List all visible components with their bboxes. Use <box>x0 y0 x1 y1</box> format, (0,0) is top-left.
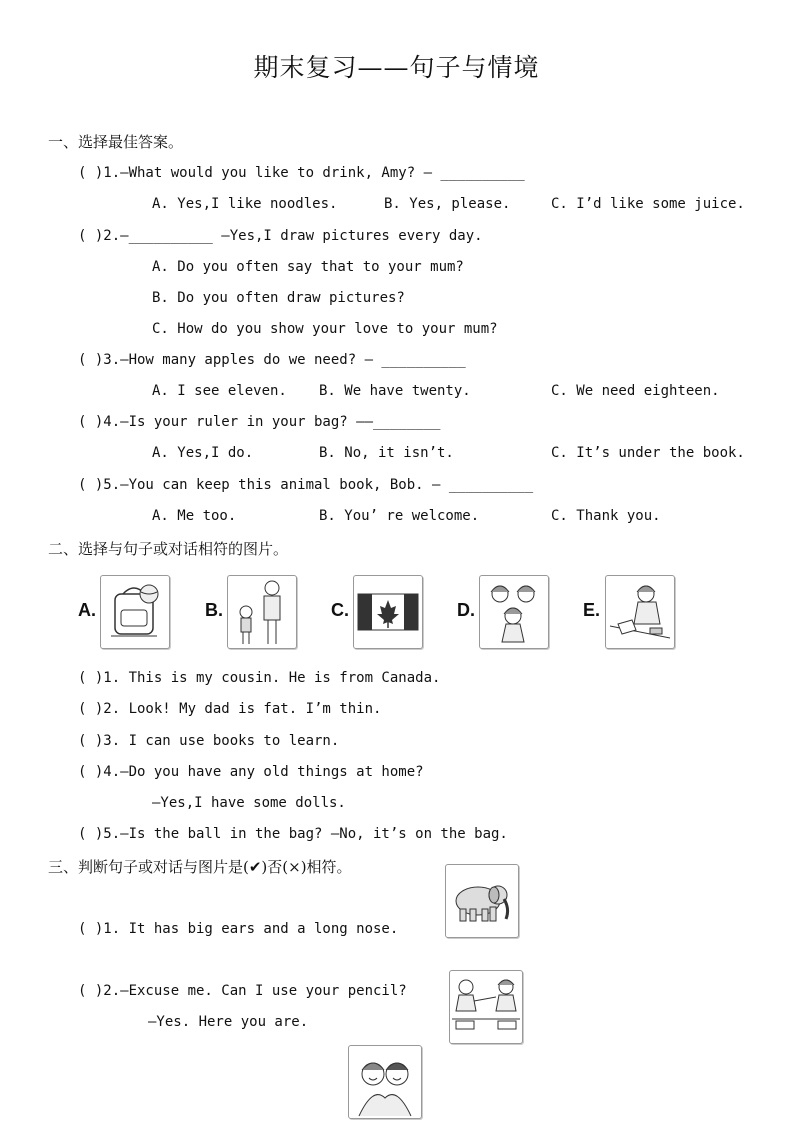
q1-option-c[interactable]: C. I’d like some juice. <box>551 196 745 212</box>
section3-item-2: ( )2.—Excuse me. Can I use your pencil? <box>78 983 407 999</box>
q2-option-b[interactable]: B. Do you often draw pictures? <box>152 290 405 306</box>
two-kids-desk-icon <box>449 970 523 1044</box>
three-girls-icon <box>479 575 549 649</box>
q5-option-a[interactable]: A. Me too. <box>152 508 237 524</box>
picture-label-d: D. <box>457 600 475 620</box>
picture-label-a: A. <box>78 600 96 620</box>
q2-option-c[interactable]: C. How do you show your love to your mum? <box>152 321 498 337</box>
section1-heading: 一、选择最佳答案。 <box>48 133 184 151</box>
q1-option-a[interactable]: A. Yes,I like noodles. <box>152 196 338 212</box>
q3-stem: ( )3.—How many apples do we need? — __________ <box>78 352 466 368</box>
q4-stem: ( )4.—Is your ruler in your bag? ——________ <box>78 414 441 430</box>
section2-item-2: ( )2. Look! My dad is fat. I’m thin. <box>78 701 382 717</box>
section2-item-5: ( )5.—Is the ball in the bag? —No, it’s on the bag. <box>78 826 508 842</box>
two-boys-icon <box>227 575 297 649</box>
section2-item-4-reply: —Yes,I have some dolls. <box>152 795 346 811</box>
q4-option-b[interactable]: B. No, it isn’t. <box>319 445 454 461</box>
q4-option-a[interactable]: A. Yes,I do. <box>152 445 254 461</box>
girl-reading-icon <box>605 575 675 649</box>
q1-option-b[interactable]: B. Yes, please. <box>384 196 511 212</box>
school-bag-icon <box>100 575 170 649</box>
q2-option-a[interactable]: A. Do you often say that to your mum? <box>152 259 464 275</box>
elephant-icon <box>445 864 519 938</box>
section2-item-4: ( )4.—Do you have any old things at home? <box>78 764 424 780</box>
q3-option-c[interactable]: C. We need eighteen. <box>551 383 720 399</box>
section3-item-2-reply: —Yes. Here you are. <box>148 1014 309 1030</box>
two-friends-icon <box>348 1045 422 1119</box>
section3-heading: 三、判断句子或对话与图片是(✔)否(×)相符。 <box>48 858 352 876</box>
q2-stem: ( )2.—__________ —Yes,I draw pictures every day. <box>78 228 483 244</box>
canada-flag-icon <box>353 575 423 649</box>
picture-label-c: C. <box>331 600 349 620</box>
q5-stem: ( )5.—You can keep this animal book, Bob. — __________ <box>78 477 534 493</box>
q3-option-b[interactable]: B. We have twenty. <box>319 383 471 399</box>
section2-item-1: ( )1. This is my cousin. He is from Canada. <box>78 670 441 686</box>
picture-label-b: B. <box>205 600 223 620</box>
q1-stem: ( )1.—What would you like to drink, Amy? — __________ <box>78 165 525 181</box>
q4-option-c[interactable]: C. It’s under the book. <box>551 445 745 461</box>
q5-option-c[interactable]: C. Thank you. <box>551 508 661 524</box>
section2-item-3: ( )3. I can use books to learn. <box>78 733 340 749</box>
section3-item-1: ( )1. It has big ears and a long nose. <box>78 921 399 937</box>
page-title: 期末复习——句子与情境 <box>253 53 540 82</box>
section2-heading: 二、选择与句子或对话相符的图片。 <box>48 540 289 558</box>
picture-label-e: E. <box>583 600 601 620</box>
q5-option-b[interactable]: B. You’ re welcome. <box>319 508 480 524</box>
q3-option-a[interactable]: A. I see eleven. <box>152 383 287 399</box>
